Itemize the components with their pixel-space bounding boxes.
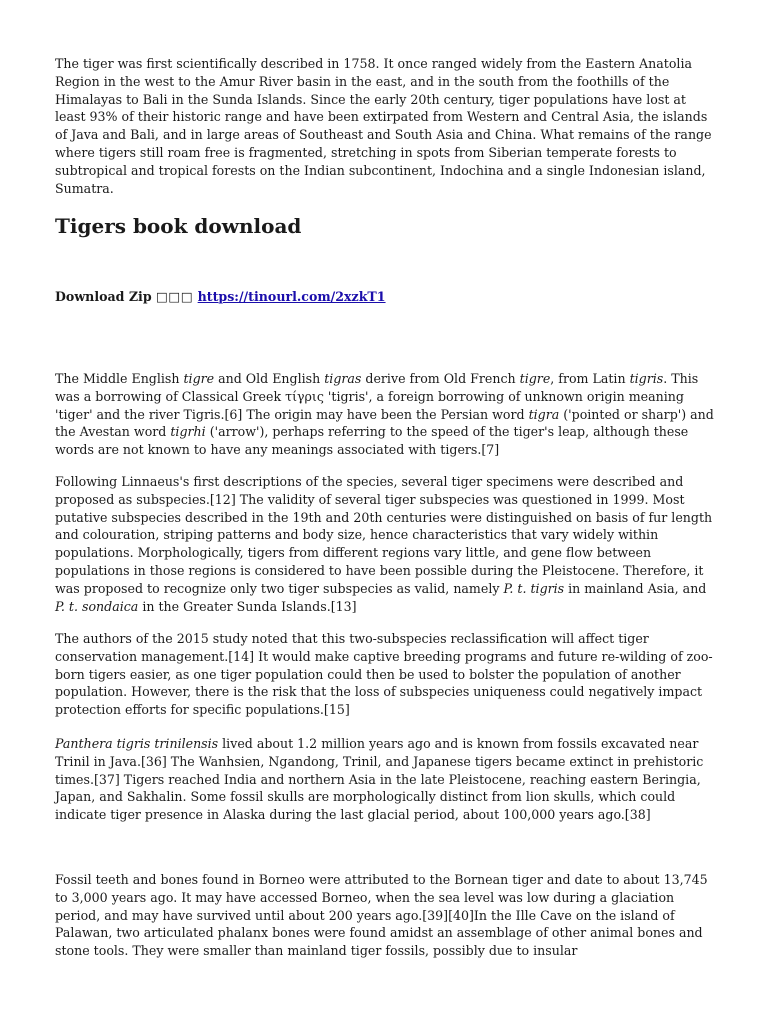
- etymology-term: tigras: [324, 371, 362, 386]
- subspecies-name: P. t. tigris: [503, 580, 565, 596]
- subspecies-paragraph: [55, 473, 715, 615]
- etymology-text: The Middle English: [55, 371, 184, 386]
- intro-paragraph: The tiger was first scientifically described in 1758. It once ranged widely from the Eastern Anatolia Region in the west to the Amur River basin in the east, and in the south from the foothills of the Himalayas to Bali in the Sunda Islands. Since the early 20th century, tiger populations have lost at least 93% of their historic range and have been extirpated from Western and Central Asia, the islands of Java and Bali, and in large areas of Southeast and South Asia and China. What remains of the range where tigers still roam free is fragmented, stretching in spots from Siberian temperate forests to subtropical and tropical forests on the Indian subcontinent, Indochina and a single Indonesian island, Sumatra.: [55, 56, 712, 196]
- subspecies-text: in mainland Asia, and: [564, 580, 707, 596]
- subspecies-name: P. t. sondaica: [55, 598, 139, 614]
- etymology-text: ('arrow'), perhaps referring to the speed of the tiger's leap, although these words are not known to have any meanings associated with tigers.[7]: [55, 424, 689, 458]
- conservation-paragraph: The authors of the 2015 study noted that this two-subspecies reclassification will affect tiger conservation management.[14] It would make captive breeding programs and future re-wilding of zoo-born tigers easier, as one tiger population could then be used to bolster the population of another population. However, there is the risk that the loss of subspecies uniqueness could negatively impact protection efforts for specific populations.[15]: [55, 631, 713, 718]
- etymology-text: ('pointed or sharp') and the Avestan word: [55, 406, 714, 440]
- etymology-text: , from Latin: [550, 371, 630, 386]
- etymology-paragraph: [55, 370, 715, 459]
- fossil-paragraph: [55, 735, 715, 824]
- etymology-text: and Old English: [214, 371, 325, 386]
- download-label: Download Zip: [55, 289, 152, 304]
- etymology-term: tigra: [528, 406, 560, 422]
- subspecies-text: Following Linnaeus's first descriptions of the species, several tiger specimens were described and proposed as subspecies.[12] The validity of several tiger subspecies was questioned in 1999. Most putative subspecies described in the 19th and 20th centuries were distinguished on basis of fur length and colouration, striping patterns and body size, hence characteristics that vary widely within populations. Morphologically, tigers from different regions vary little, and gene flow between populations in those regions is considered to have been possible during the Pleistocene. Therefore, it was proposed to recognize only two tiger subspecies as valid, namely: [55, 474, 713, 596]
- species-name: Panthera tigris trinilensis: [55, 736, 219, 751]
- fossil-text: lived about 1.2 million years ago and is known from fossils excavated near Trinil in Java.[36] The Wanhsien, Ngandong, Trinil, and Japanese tigers became extinct in prehistoric times.[37] Tigers reached India and northern Asia in the late Pleistocene, reaching eastern Beringia, Japan, and Sakhalin. Some fossil skulls are morphologically distinct from lion skulls, which could indicate tiger presence in Alaska during the last glacial period, about 100,000 years ago.[38]: [55, 736, 704, 823]
- download-line: [55, 288, 386, 306]
- page-title: Tigers book download: [55, 214, 302, 238]
- borneo-paragraph: Fossil teeth and bones found in Borneo were attributed to the Bornean tiger and date to about 13,745 to 3,000 years ago. It may have accessed Borneo, when the sea level was low during a glaciation period, and may have survived until about 200 years ago.[39][40]In the Ille Cave on the island of Palawan, two articulated phalanx bones were found amidst an assemblage of other animal bones and stone tools. They were smaller than mainland tiger fossils, possibly due to insular: [55, 872, 708, 959]
- etymology-term: tigre: [519, 371, 551, 386]
- etymology-term: tigrhi: [170, 424, 206, 440]
- download-link[interactable]: https://tinourl.com/2xzkT1: [197, 289, 386, 304]
- etymology-term: tigris: [629, 371, 664, 386]
- etymology-text: derive from Old French: [361, 371, 520, 386]
- download-glyphs: □□□: [156, 289, 194, 304]
- etymology-term: tigre: [183, 371, 215, 386]
- subspecies-text: in the Greater Sunda Islands.[13]: [138, 598, 357, 614]
- etymology-text: . This was a borrowing of Classical Greek τίγρις 'tigris', a foreign borrowing of unknown origin meaning 'tiger' and the river Tigris.[6] The origin may have been the Persian word: [55, 371, 699, 422]
